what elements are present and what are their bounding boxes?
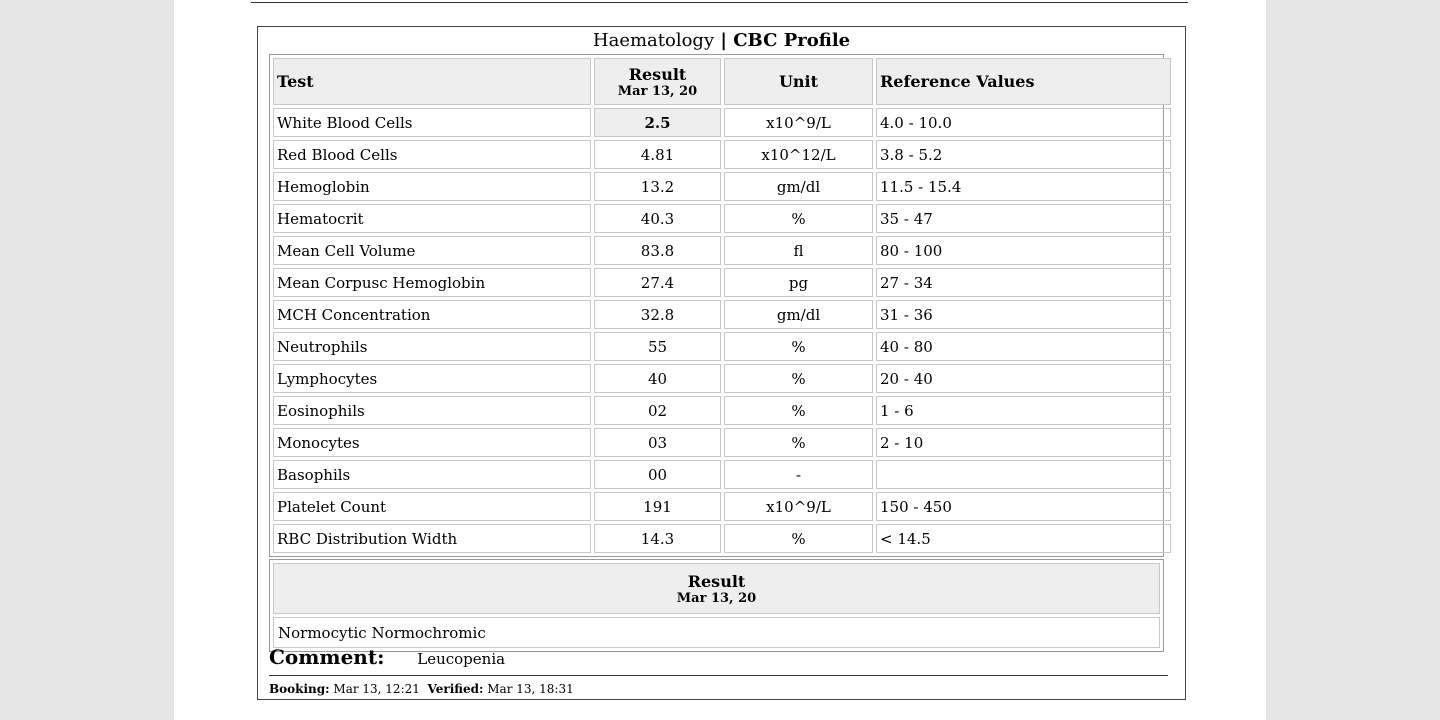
table-row: [273, 236, 1171, 265]
test-unit: gm/dl: [724, 172, 873, 201]
test-reference: 2 - 10: [876, 428, 1171, 457]
morphology-header-label: Result: [687, 571, 746, 591]
test-name: Platelet Count: [273, 492, 591, 521]
booking-value: Mar 13, 12:21: [333, 682, 420, 696]
top-divider: [251, 2, 1188, 3]
morphology-value: Normocytic Normochromic: [273, 617, 1160, 648]
test-unit: %: [724, 332, 873, 361]
test-result: 40.3: [594, 204, 721, 233]
morphology-header: [273, 563, 1160, 614]
test-name: Monocytes: [273, 428, 591, 457]
test-reference: 3.8 - 5.2: [876, 140, 1171, 169]
test-name: Hemoglobin: [273, 172, 591, 201]
test-name: RBC Distribution Width: [273, 524, 591, 553]
test-result: 02: [594, 396, 721, 425]
test-name: Lymphocytes: [273, 364, 591, 393]
test-unit: x10^9/L: [724, 492, 873, 521]
morphology-table-frame: [269, 559, 1164, 652]
test-result: 13.2: [594, 172, 721, 201]
test-unit: %: [724, 524, 873, 553]
header-result-date: Mar 13, 20: [617, 83, 698, 99]
test-unit: fl: [724, 236, 873, 265]
test-result: 40: [594, 364, 721, 393]
table-row: [273, 428, 1171, 457]
test-name: Eosinophils: [273, 396, 591, 425]
report-sheet: [174, 0, 1266, 720]
test-result: 00: [594, 460, 721, 489]
test-reference: 31 - 36: [876, 300, 1171, 329]
profile-name: CBC Profile: [733, 30, 851, 51]
morphology-header-date: Mar 13, 20: [676, 590, 757, 606]
report-title: [258, 30, 1185, 52]
header-result-label: Result: [628, 64, 687, 84]
test-reference: 20 - 40: [876, 364, 1171, 393]
results-table: [270, 55, 1174, 556]
test-reference: < 14.5: [876, 524, 1171, 553]
test-reference: 11.5 - 15.4: [876, 172, 1171, 201]
table-row: [273, 460, 1171, 489]
test-name: MCH Concentration: [273, 300, 591, 329]
test-unit: gm/dl: [724, 300, 873, 329]
results-body: [273, 108, 1171, 553]
test-name: White Blood Cells: [273, 108, 591, 137]
header-result: [594, 58, 721, 105]
test-unit: x10^9/L: [724, 108, 873, 137]
test-reference: 35 - 47: [876, 204, 1171, 233]
table-row: [273, 140, 1171, 169]
header-unit: Unit: [724, 58, 873, 105]
test-result: 14.3: [594, 524, 721, 553]
results-header-row: [273, 58, 1171, 105]
cbc-report: [257, 26, 1186, 700]
test-result: 55: [594, 332, 721, 361]
test-name: Mean Corpusc Hemoglobin: [273, 268, 591, 297]
table-row: [273, 300, 1171, 329]
test-unit: x10^12/L: [724, 140, 873, 169]
comment-label: Comment:: [269, 645, 385, 669]
test-name: Mean Cell Volume: [273, 236, 591, 265]
test-name: Neutrophils: [273, 332, 591, 361]
test-reference: 4.0 - 10.0: [876, 108, 1171, 137]
test-name: Red Blood Cells: [273, 140, 591, 169]
test-unit: %: [724, 428, 873, 457]
test-reference: 27 - 34: [876, 268, 1171, 297]
table-row: [273, 204, 1171, 233]
table-row: [273, 492, 1171, 521]
table-row: [273, 364, 1171, 393]
results-table-frame: [269, 54, 1164, 557]
comment-section: [269, 645, 1169, 671]
report-footer: [269, 681, 1169, 697]
test-unit: %: [724, 204, 873, 233]
test-unit: -: [724, 460, 873, 489]
footer-divider: [269, 675, 1168, 676]
test-result: 2.5: [594, 108, 721, 137]
test-name: Basophils: [273, 460, 591, 489]
comment-text: Leucopenia: [417, 650, 506, 668]
test-reference: [876, 460, 1171, 489]
table-row: [273, 524, 1171, 553]
test-reference: 150 - 450: [876, 492, 1171, 521]
test-result: 32.8: [594, 300, 721, 329]
test-unit: pg: [724, 268, 873, 297]
test-result: 83.8: [594, 236, 721, 265]
test-result: 4.81: [594, 140, 721, 169]
test-name: Hematocrit: [273, 204, 591, 233]
test-reference: 1 - 6: [876, 396, 1171, 425]
title-separator: |: [714, 30, 734, 51]
test-unit: %: [724, 364, 873, 393]
table-row: [273, 108, 1171, 137]
morphology-table: [270, 560, 1163, 651]
test-result: 191: [594, 492, 721, 521]
header-test: Test: [273, 58, 591, 105]
table-row: [273, 396, 1171, 425]
test-unit: %: [724, 396, 873, 425]
table-row: [273, 172, 1171, 201]
verified-value: Mar 13, 18:31: [487, 682, 574, 696]
booking-label: Booking:: [269, 682, 330, 696]
verified-label: Verified:: [427, 682, 484, 696]
test-result: 27.4: [594, 268, 721, 297]
test-result: 03: [594, 428, 721, 457]
morphology-row: [273, 617, 1160, 648]
table-row: [273, 332, 1171, 361]
test-reference: 40 - 80: [876, 332, 1171, 361]
department-name: Haematology: [592, 30, 715, 51]
header-reference: Reference Values: [876, 58, 1171, 105]
table-row: [273, 268, 1171, 297]
morphology-header-row: [273, 563, 1160, 614]
test-reference: 80 - 100: [876, 236, 1171, 265]
